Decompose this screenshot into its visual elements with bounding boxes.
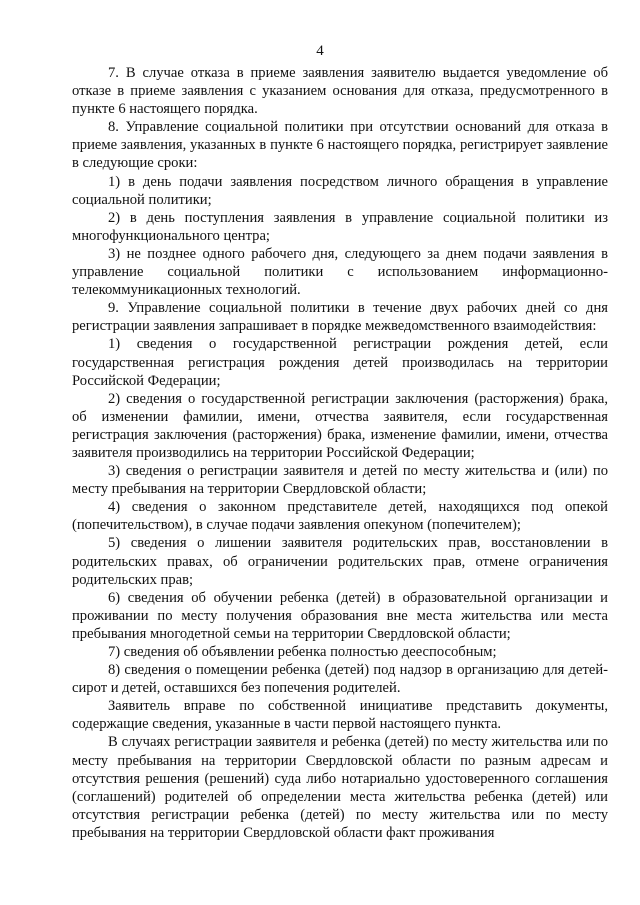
- paragraph-applicant-right: Заявитель вправе по собственной инициативе представить документы, содержащие сведения, указанные в части первой настоящего пункта.: [72, 698, 608, 733]
- paragraph-item-7: 7. В случае отказа в приеме заявления заявителю выдается уведомление об отказе в приеме заявления с указанием основания для отказа, предусмотренного в пункте 6 настоящего порядка.: [72, 65, 608, 118]
- subitem-9-2: 2) сведения о государственной регистрации заключения (расторжения) брака, об изменении фамилии, имени, отчества заявителя, если государственная регистрация заключения (расторжения) брака, изменение фамилии, имени, отчества заявителя производились на территории Российской Федерации;: [72, 390, 608, 461]
- subitem-9-4: 4) сведения о законном представителе детей, находящихся под опекой (попечительством), в случае подачи заявления опекуном (попечителем);: [72, 499, 608, 534]
- subitem-9-5: 5) сведения о лишении заявителя родительских прав, восстановлении в родительских правах, об ограничении родительских прав, отмене ограничения родительских прав;: [72, 535, 608, 588]
- subitem-8-1: 1) в день подачи заявления посредством личного обращения в управление социальной политики;: [72, 173, 608, 208]
- subitem-8-3: 3) не позднее одного рабочего дня, следующего за днем подачи заявления в управление социальной политики с использованием информационно-телекоммуникационных технологий.: [72, 245, 608, 299]
- subitem-8-2: 2) в день поступления заявления в управление социальной политики из многофункционального центра;: [72, 209, 608, 244]
- subitem-9-8: 8) сведения о помещении ребенка (детей) под надзор в организацию для детей-сирот и детей, оставшихся без попечения родителей.: [72, 662, 608, 697]
- page-number: 4: [316, 43, 324, 59]
- subitem-9-1: 1) сведения о государственной регистрации рождения детей, если государственная регистрация рождения детей производилась на территории Российской Федерации;: [72, 336, 608, 389]
- paragraph-registration-cases: В случаях регистрации заявителя и ребенка (детей) по месту жительства или по месту пребывания на территории Свердловской области по разным адресам и отсутствия решения (решений) суда либо нотариально удостоверенного соглашения (соглашений) родителей об определении места жительства ребенка (детей) или отсутствия регистрации ребенка (детей) по месту жительства или по месту пребывания на территории Свердловской области факт проживания: [72, 734, 608, 841]
- subitem-9-7: 7) сведения об объявлении ребенка полностью дееспособным;: [108, 644, 497, 660]
- paragraph-item-8: 8. Управление социальной политики при отсутствии оснований для отказа в приеме заявления, указанных в пункте 6 настоящего порядка, регистрирует заявление в следующие сроки:: [72, 119, 608, 172]
- subitem-9-6: 6) сведения об обучении ребенка (детей) в образовательной организации и проживании по месту получения образования вне места жительства или места пребывания многодетной семьи на территории Свердловской области;: [72, 589, 608, 642]
- subitem-9-3: 3) сведения о регистрации заявителя и детей по месту жительства и (или) по месту пребывания на территории Свердловской области;: [72, 463, 608, 498]
- document-body: [72, 64, 608, 842]
- paragraph-item-9: 9. Управление социальной политики в течение двух рабочих дней со дня регистрации заявления запрашивает в порядке межведомственного взаимодействия:: [72, 300, 608, 335]
